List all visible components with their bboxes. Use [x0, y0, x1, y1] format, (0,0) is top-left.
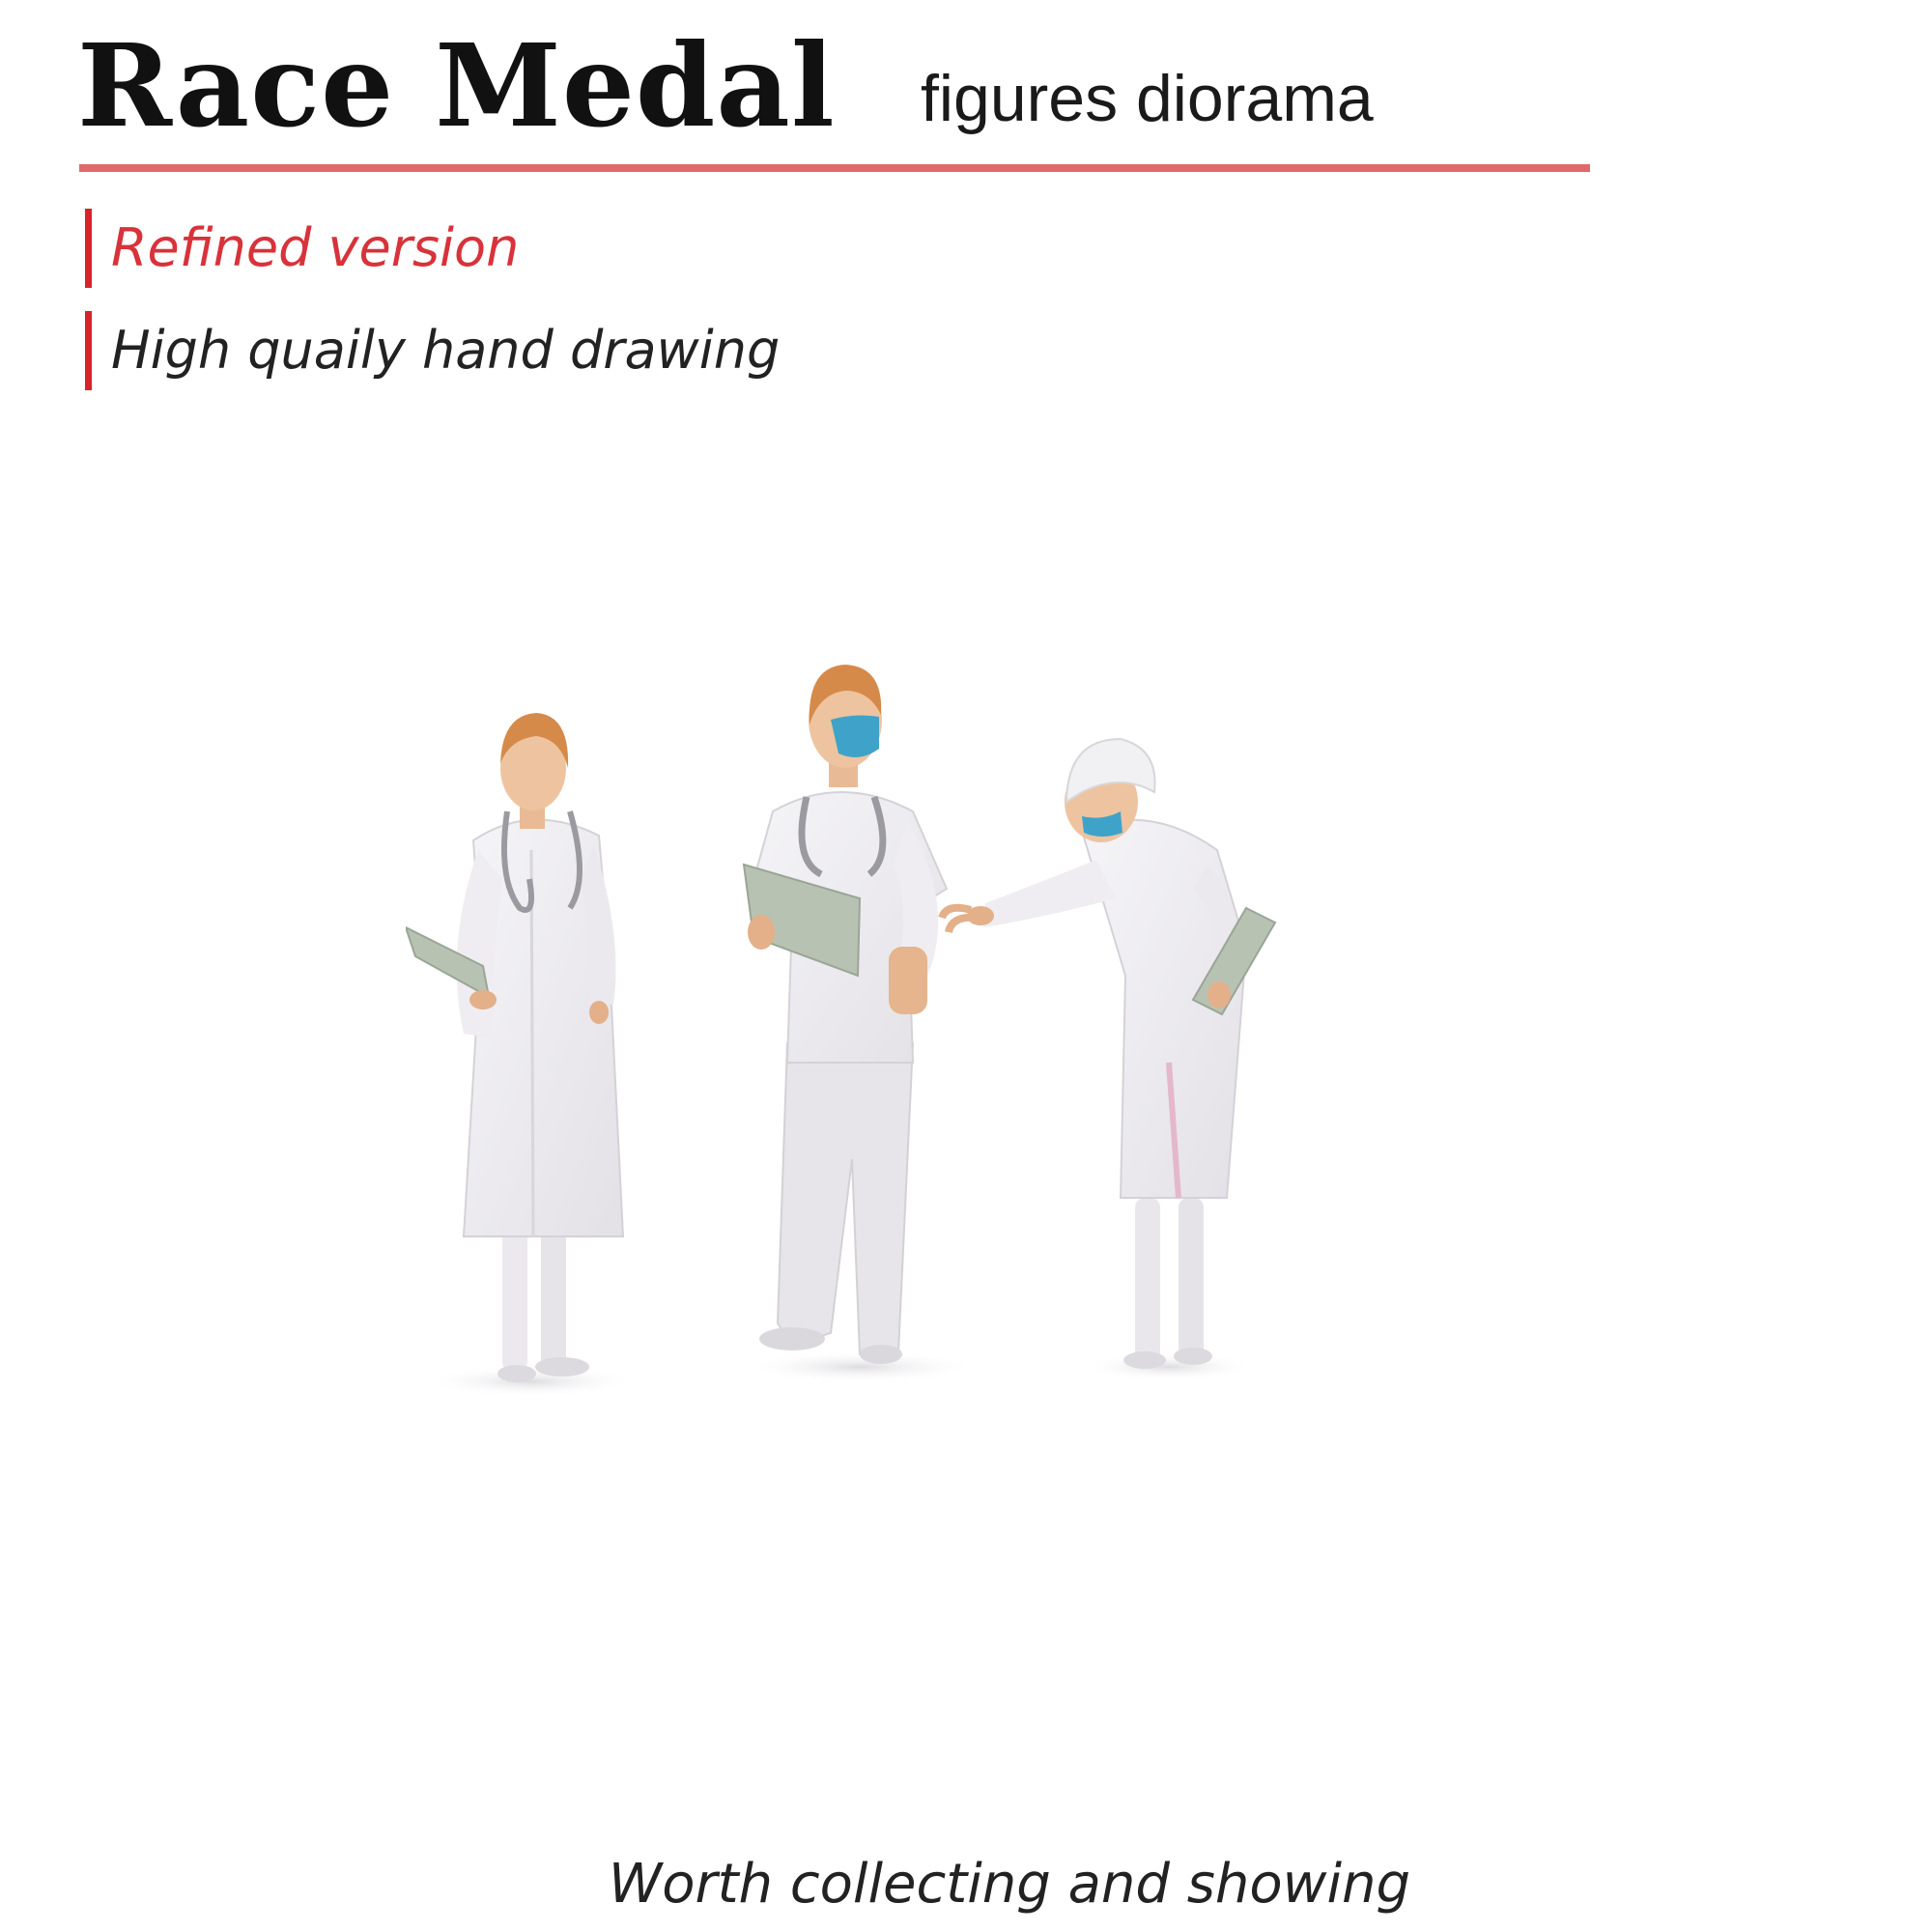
figure-doctor-left [406, 713, 638, 1397]
figures-illustration [406, 657, 1507, 1410]
feature-hand-drawing: High quaily hand drawing [85, 311, 780, 390]
brand-title: Race Medal [77, 18, 836, 153]
feature-refined: Refined version [85, 209, 519, 288]
figure-nurse-right [942, 739, 1275, 1380]
figure-doctor-center [744, 665, 976, 1382]
brand-subtitle: figures diorama [921, 62, 1374, 135]
header-divider [79, 164, 1590, 172]
tagline: Worth collecting and showing [608, 1853, 1411, 1916]
